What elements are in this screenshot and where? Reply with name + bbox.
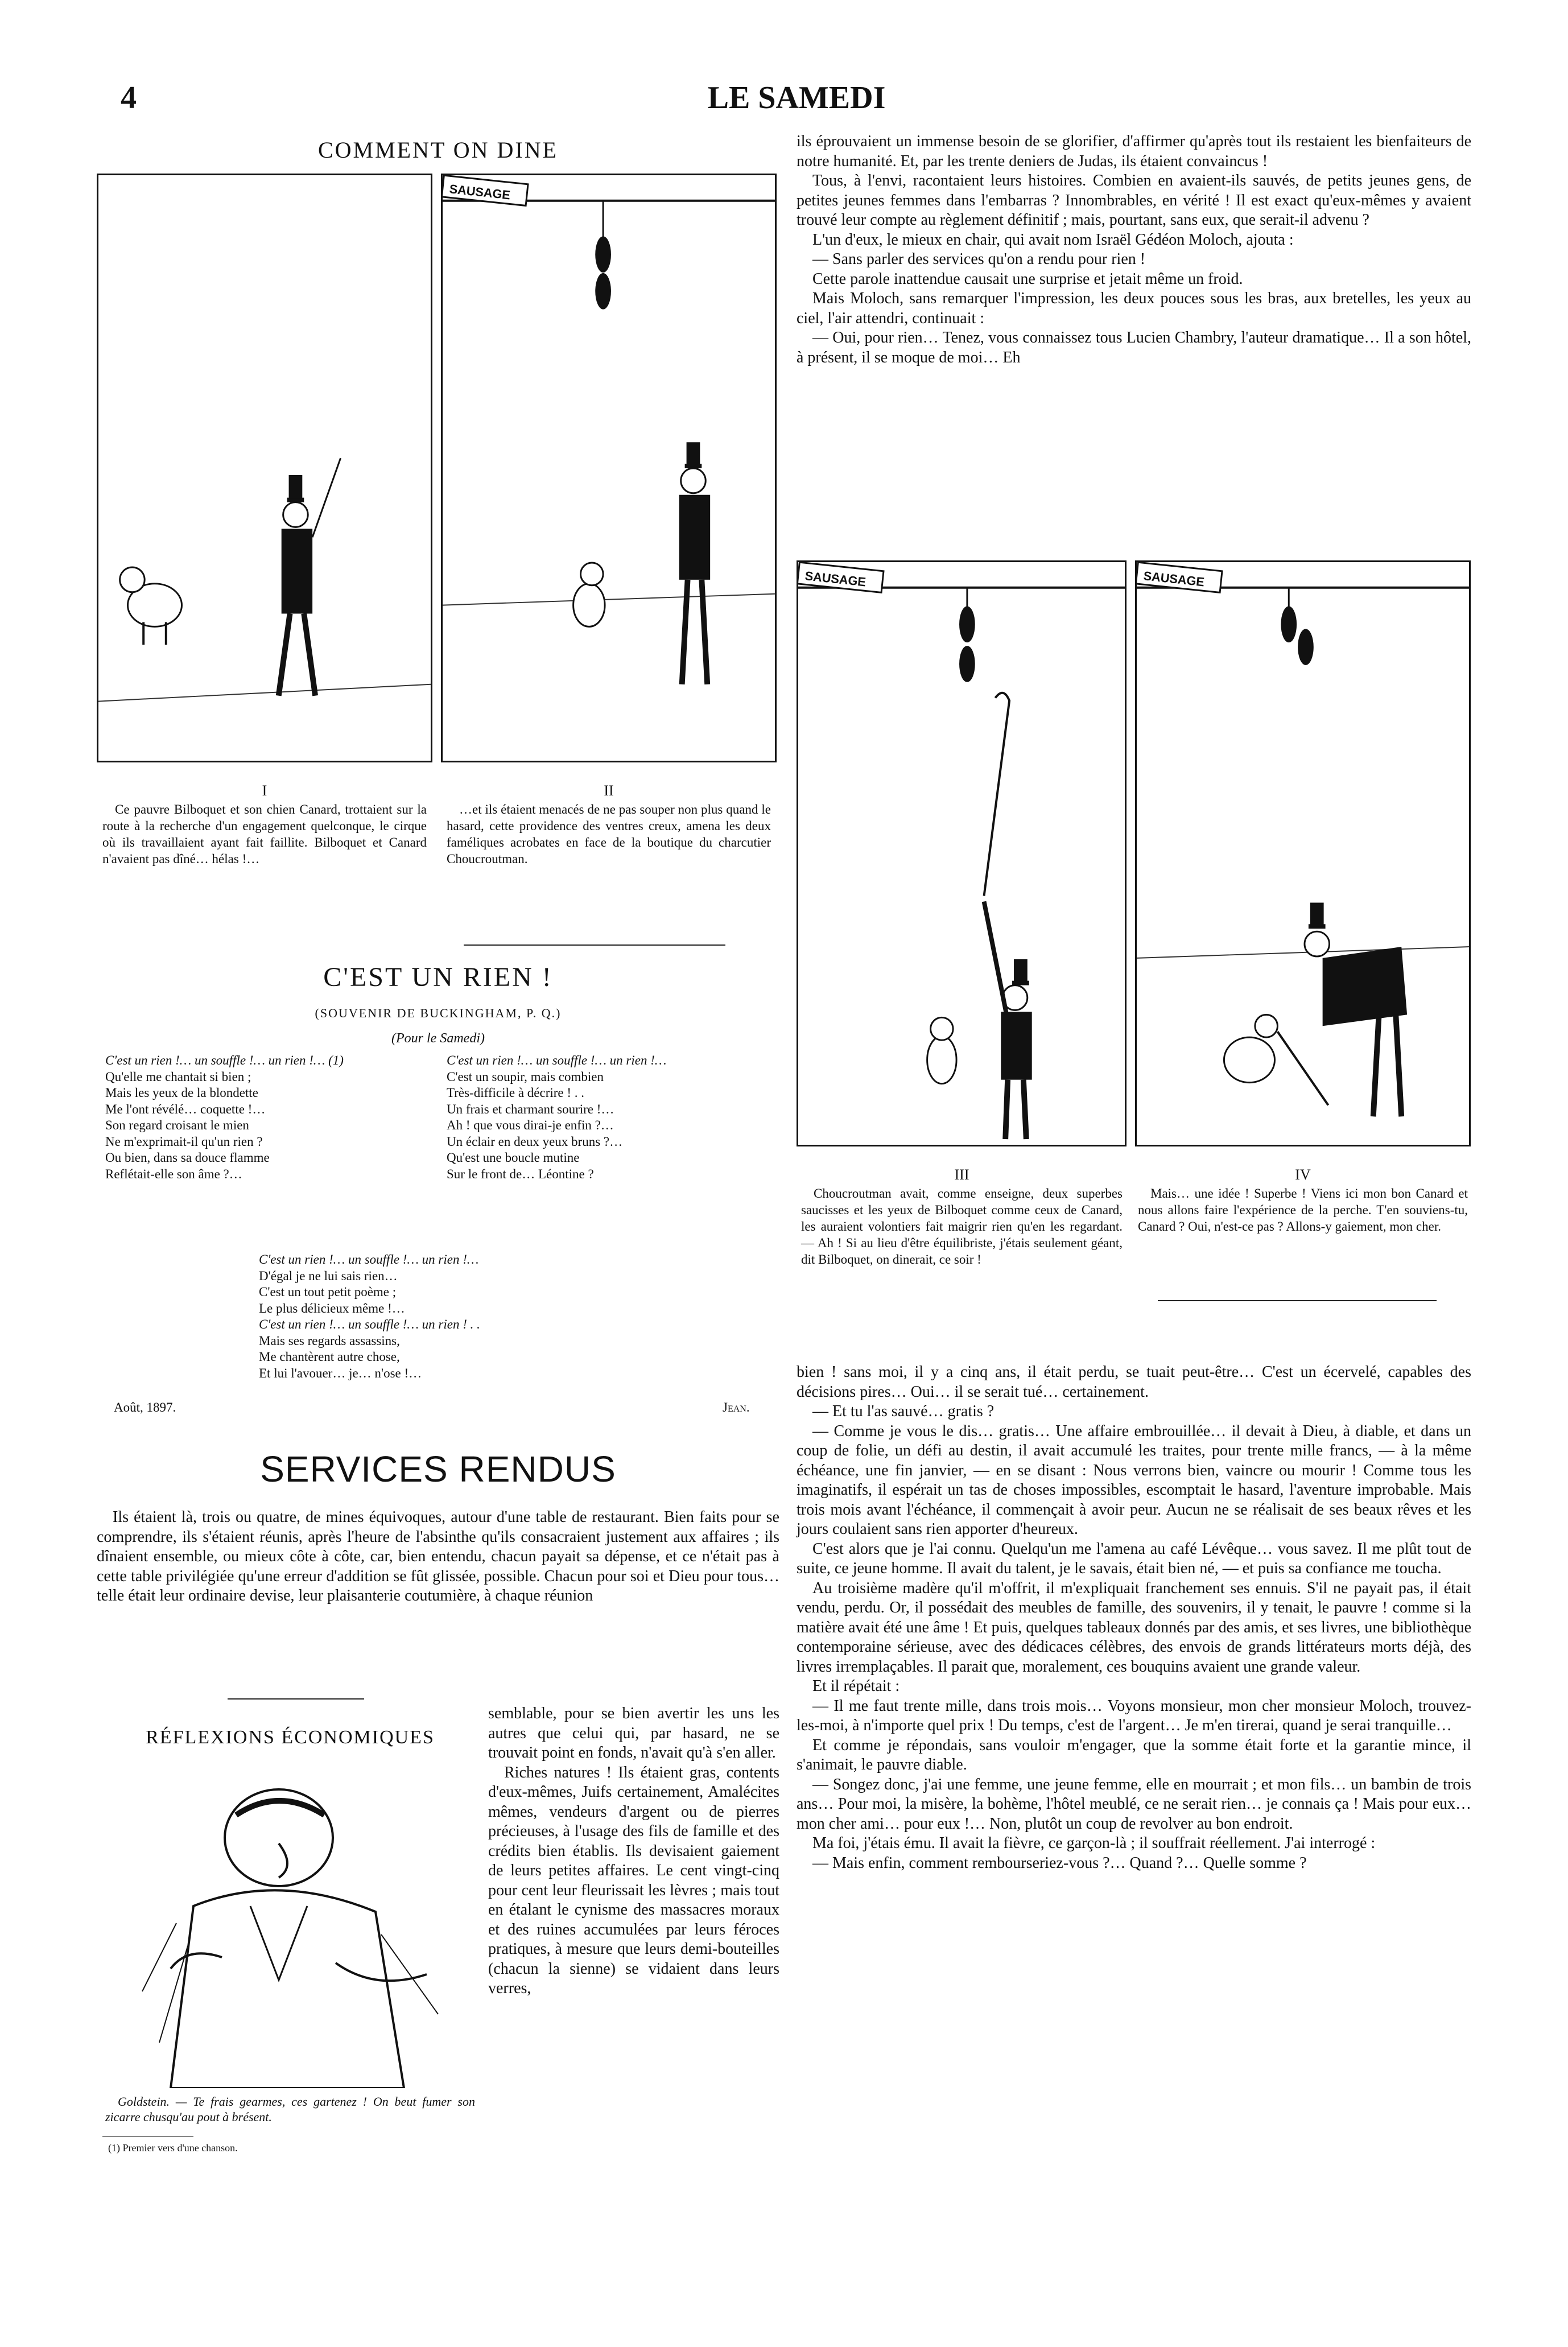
panel-1-text: Ce pauvre Bilboquet et son chien Canard, trottaient sur la route à la recherche d'un engagement quelconque, le cirque où ils travaillaient ayant fait faillite. Bilboquet et Canard n'avaient pas dîné… hélas !… [102,802,427,866]
poem-stanza-center [259,1252,623,1381]
article-paragraph: Tous, à l'envi, racontaient leurs histoires. Combien en avaient-ils sauvés, de petits jeunes gens, de petites jeunes femmes dans l'embarras ? Innombrables, en vérité ! Il est exact qu'eux-mêmes y avaient trouvé leur compte au règlement définitif ; mais, pourtant, sans eux, que serait-il advenu ? [797,172,1471,229]
article-paragraph: L'un d'eux, le mieux en chair, qui avait nom Israël Gédéon Moloch, ajouta : [812,230,1294,249]
verse-line: Ou bien, dans sa douce flamme [105,1150,270,1165]
article-paragraph: semblable, pour se bien avertir les uns les autres que celui qui, par hasard, ne se trouvait point en fonds, n'avait qu'à s'en aller. [488,1705,779,1762]
panel-3-text: Choucroutman avait, comme enseigne, deux superbes saucisses et les yeux de Bilboquet comme ceux de Canard, les auraient volontiers fait maigrir rien qu'en les regardant. — Ah ! Si au lieu d'être équilibriste, j'étais seulement géant, dit Bilboquet, on dinerait, ce soir ! [801,1186,1123,1267]
poem-stanza-right [447,1053,777,1182]
verse-line: C'est un rien !… un souffle !… un rien ! . . [259,1317,480,1331]
panel-2-sign: SAUSAGE [448,182,511,203]
panel-2-caption [447,782,771,867]
article-paragraph: — Il me faut trente mille, dans trois mois… Voyons monsieur, mon cher monsieur Moloch, trouvez-les-moi, à n'importe quel prix ! Du temps, c'est de l'argent… Je m'en tirerai, quand je serai tranquille… [797,1697,1471,1734]
page-number: 4 [121,80,137,116]
poem-dedication: (Pour le Samedi) [391,1031,485,1046]
bilboquet-at-shop-illustration [443,175,775,761]
verse-line: C'est un rien !… un souffle !… un rien !… (1) [105,1053,344,1067]
article-paragraph: bien ! sans moi, il y a cinq ans, il était perdu, se tuait peut-être… C'est un écervelé, capables des décisions pires… Oui… il se serait tué… certainement. [797,1363,1471,1401]
verse-line: Qu'elle me chantait si bien ; [105,1069,251,1084]
goldstein-illustration [108,1775,472,2088]
article-intro [97,1508,779,1606]
verse-line: Très-difficile à décrire ! . . [447,1086,585,1100]
verse-line: C'est un rien !… un souffle !… un rien !… [447,1053,667,1067]
panel-3-caption [801,1166,1123,1268]
strip-rule-right [1158,1300,1437,1301]
verse-line: Qu'est une boucle mutine [447,1150,580,1165]
article-paragraph: Au troisième madère qu'il m'offrit, il m'expliquait franchement ses ennuis. S'il ne payait pas, il était vendu, perdu. Or, il possédait des meubles de famille, des souvenirs, il y tenait, le pauvre ! comme si la matière avait été une âme ! Et puis, quelques tableaux donnés par des amis, et ses livres, une bibliothèque contemporaine sérieuse, avec des dédicaces célèbres, des envois de grands littérateurs morts déjà, des livres irremplaçables. Il parait que, moralement, ces bouquins avaient une grande valeur. [797,1579,1471,1676]
verse-line: C'est un soupir, mais combien [447,1069,604,1084]
panel-3 [797,560,1127,1146]
reflexions-title: RÉFLEXIONS ÉCONOMIQUES [146,1727,435,1748]
goldstein-portrait [108,1775,472,2088]
panel-1 [97,174,432,762]
article-right-column-top [797,132,1471,368]
verse-line: Me chantèrent autre chose, [259,1350,400,1364]
panel-4 [1135,560,1471,1146]
article-paragraph: ils éprouvaient un immense besoin de se glorifier, d'affirmer qu'après tout ils restaient les bienfaiteurs de notre humanité. Et, par les trente deniers de Judas, ils étaient convaincus ! [797,133,1471,170]
article-paragraph: — Sans parler des services qu'on a rendu pour rien ! [812,250,1146,268]
verse-line: C'est un tout petit poème ; [259,1285,397,1299]
verse-line: C'est un rien !… un souffle !… un rien !… [259,1252,479,1267]
article-paragraph: — Mais enfin, comment rembourseriez-vous ?… Quand ?… Quelle somme ? [812,1854,1307,1872]
verse-line: Son regard croisant le mien [105,1118,249,1132]
poem-date: Août, 1897. [114,1400,176,1414]
reflexions-rule [228,1698,364,1700]
bilboquet-walking-illustration [98,175,431,761]
verse-line: Un éclair en deux yeux bruns ?… [447,1134,623,1149]
verse-line: Ne m'exprimait-il qu'un rien ? [105,1134,263,1149]
panel-2-text: …et ils étaient menacés de ne pas souper non plus quand le hasard, cette providence des ventres creux, amena les deux faméliques acrobates en face de la boutique du charcutier Choucroutman. [447,802,771,866]
poem-subtitle: (SOUVENIR DE BUCKINGHAM, P. Q.) [315,1006,562,1020]
verse-line: Mais les yeux de la blondette [105,1086,258,1100]
reflexions-caption-text: Goldstein. — Te frais gearmes, ces gartenez ! On beut fumer son zicarre chusqu'au pout à brésent. [105,2094,475,2124]
panel-3-sign: SAUSAGE [804,568,867,589]
verse-line: Un frais et charmant sourire !… [447,1102,614,1116]
verse-line: Et lui l'avouer… je… n'ose !… [259,1366,422,1380]
article-right-column-bottom [797,1363,1471,1873]
panel-4-text: Mais… une idée ! Superbe ! Viens ici mon bon Canard et nous allons faire l'expérience de la perche. T'en souviens-tu, Canard ? Oui, n'est-ce pas ? Allons-y gaiement, mon cher. [1138,1186,1468,1234]
poem-signature: Jean. [723,1400,750,1414]
journal-title: LE SAMEDI [707,80,886,116]
verse-line: Reflétait-elle son âme ?… [105,1166,242,1181]
article-paragraph: C'est alors que je l'ai connu. Quelqu'un me l'amena au café Lévêque… vous savez. Il me plût tout de suite, ce jeune homme. Il avait du talent, je le savais, était bien né, — et puis sa confiance me toucha. [797,1540,1471,1577]
article-paragraph: Et il répétait : [812,1677,900,1695]
article-paragraph: — Songez donc, j'ai une femme, une jeune femme, elle en mourrait ; et mon fils… un bambin de trois ans… Pour moi, la misère, la bohème, l'hôtel meublé, ce ne serait rien… je connais ça ! Mais pour eux… mon cher ami… pour eux !… Non, plutôt un coup de revolver au bon endroit. [797,1775,1471,1833]
article-paragraph: Ils étaient là, trois ou quatre, de mines équivoques, autour d'une table de restaurant. Bien faits pour se comprendre, ils s'étaient réunis, après l'heure de l'absinthe qu'ils consacraient justement aux affaires ; ils dînaient ensemble, ou mieux côte à côte, car, bien entendu, chacun payait sa dépense, et ce n'était pas à cette table privilégiée qu'une erreur d'addition se fût glissée, possible. Chacun pour soi et Dieu pour tous… telle était leur ordinaire devise, leur plaisanterie coutumière, à chaque réunion [97,1508,779,1604]
footnote: (1) Premier vers d'une chanson. [108,2142,238,2154]
panel-3-numeral: III [954,1166,969,1183]
article-paragraph: — Comme je vous le dis… gratis… Une affaire embrouillée… il devait à Dieu, à diable, et dans un coup de folie, un défi au destin, il avait accumulé les traites, pour trente mille francs, — à la même échéance, une fin janvier, — en se disant : Nous verrons bien, vaincre ou mourir ! Comme tous les imaginatifs, il espérait un tas de choses impossibles, escomptait le hasard, l'aventure improbable. Mais trois mois avant l'échéance, il commençait à avoir peur. Aucun ne se réalisait de ses beaux rêves et les jours coulaient sans rien apporter d'heureux. [797,1422,1471,1538]
verse-line: Me l'ont révélé… coquette !… [105,1102,266,1116]
article-paragraph: Et comme je répondais, sans vouloir m'engager, que la somme était forte et la garantie mince, il s'animait, le pauvre diable. [797,1736,1471,1773]
panel-4-caption [1138,1166,1468,1235]
article-paragraph: Mais Moloch, sans remarquer l'impression, les deux pouces sous les bras, aux bretelles, les yeux au ciel, l'air attendri, continuait : [797,290,1471,327]
article-paragraph: — Oui, pour rien… Tenez, vous connaissez tous Lucien Chambry, l'auteur dramatique… Il a son hôtel, à présent, il se moque de moi… Eh [797,329,1471,366]
article-title: SERVICES RENDUS [260,1449,616,1490]
verse-line: D'égal je ne lui sais rien… [259,1268,398,1283]
verse-line: Le plus délicieux même !… [259,1301,405,1315]
panel-2 [441,174,777,762]
panel-4-numeral: IV [1295,1166,1311,1183]
panel-4-sign: SAUSAGE [1142,568,1206,589]
article-paragraph: Ma foi, j'étais ému. Il avait la fièvre, ce garçon-là ; il souffrait réellement. J'ai interrogé : [812,1834,1376,1852]
strip-rule [464,944,725,946]
verse-line: Mais ses regards assassins, [259,1333,400,1348]
bilboquet-with-dog-illustration [1137,562,1469,1145]
panel-1-numeral: I [262,782,267,799]
article-paragraph: Cette parole inattendue causait une surprise et jetait même un froid. [812,270,1243,288]
verse-line: Sur le front de… Léontine ? [447,1166,594,1181]
strip-title: COMMENT ON DINE [317,137,559,163]
poem-title: C'EST UN RIEN ! [323,962,553,992]
reflexions-caption [105,2094,475,2125]
verse-line: Ah ! que vous dirai-je enfin ?… [447,1118,614,1132]
article-paragraph: Riches natures ! Ils étaient gras, contents d'eux-mêmes, Juifs certainement, Amalécites mêmes, vendeurs d'argent ou de pierres précieuses, à l'usage des fils de famille et des crédits bien établis. Ils devisaient gaiement de leurs petites affaires. Le cent vingt-cinq pour cent leur fleurissait les lèvres ; mais tout en étalant le cynisme des massacres moraux et des ruines accumulées par leurs féroces pratiques, à mesure que leurs demi-bouteilles (chacun la sienne) se vidaient dans leurs verres, [488,1763,779,1997]
panel-1-caption [102,782,427,867]
poem-stanza-left [105,1053,435,1182]
article-paragraph: — Et tu l'as sauvé… gratis ? [812,1403,995,1420]
bilboquet-reaching-illustration [798,562,1125,1145]
article-narrow-column [488,1704,779,1999]
panel-2-numeral: II [604,782,614,799]
footnote-rule [102,2136,193,2137]
